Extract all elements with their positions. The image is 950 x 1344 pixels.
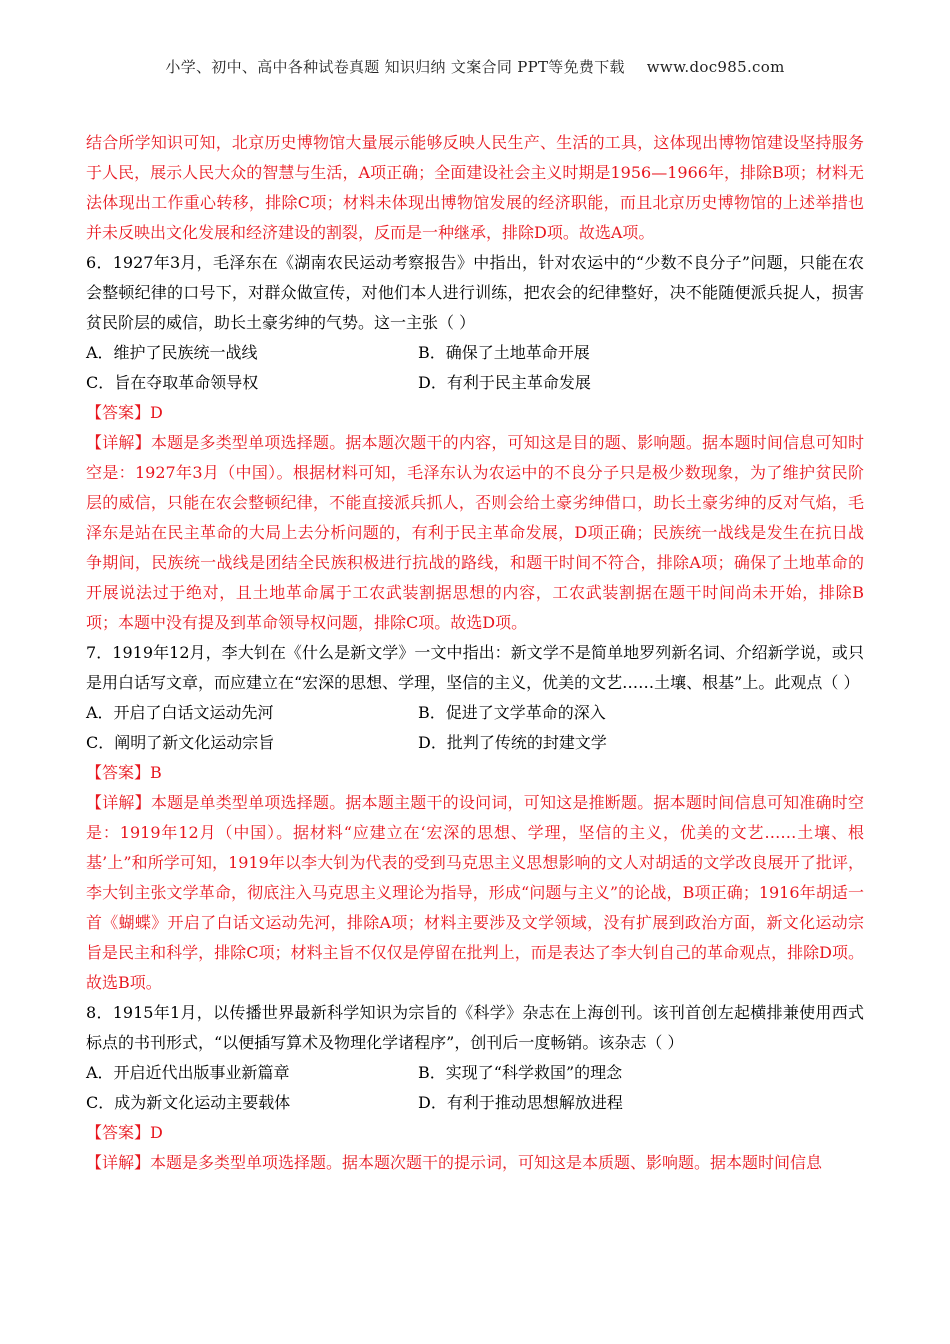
options xyxy=(86,338,864,398)
options xyxy=(86,698,864,758)
question-7 xyxy=(86,638,864,998)
document-content xyxy=(86,128,864,1178)
option-b: B．确保了土地革命开展 xyxy=(418,343,590,362)
question-stem: 6．1927年3月，毛泽东在《湖南农民运动考察报告》中指出，针对农运中的“少数不良分子”问题，只能在农会整顿纪律的口号下，对群众做宣传，对他们本人进行训练，把农会的纪律整好，决不能随便派兵捉人，损害贫民阶层的威信，助长土豪劣绅的气势。这一主张（ ） xyxy=(86,253,864,332)
answer-value: D xyxy=(150,1123,163,1142)
option-a: A．开启了白话文运动先河 xyxy=(86,703,274,722)
question-8 xyxy=(86,998,864,1178)
detail-label: 【详解】 xyxy=(86,433,151,452)
detail-explanation xyxy=(86,1148,864,1178)
page-header xyxy=(0,56,950,77)
answer-value: B xyxy=(150,763,162,782)
answer-value: D xyxy=(150,403,163,422)
q5-explanation-tail: 结合所学知识可知，北京历史博物馆大量展示能够反映人民生产、生活的工具，这体现出博物馆建设坚持服务于人民，展示人民大众的智慧与生活，A项正确；全面建设社会主义时期是1956—1966年，排除B项；材料无法体现出工作重心转移，排除C项；材料未体现出博物馆发展的经济职能，而且北京历史博物馆的上述举措也并未反映出文化发展和经济建设的割裂，反而是一种继承，排除D项。故选A项。 xyxy=(86,133,864,242)
detail-text: 本题是多类型单项选择题。据本题次题干的提示词，可知这是本质题、影响题。据本题时间信息 xyxy=(150,1153,823,1172)
option-b: B．实现了“科学救国”的理念 xyxy=(418,1063,623,1082)
option-c: C．阐明了新文化运动宗旨 xyxy=(86,733,275,752)
detail-text: 本题是单类型单项选择题。据本题主题干的设问词，可知这是推断题。据本题时间信息可知准确时空是：1919年12月（中国）。据材料“应建立在‘宏深的思想、学理，坚信的主义，优美的文艺……土壤、根基’上”和所学可知，1919年以李大钊为代表的受到马克思主义思想影响的文人对胡适的文学改良展开了批评，李大钊主张文学革命，彻底注入马克思主义理论为指导，形成“问题与主义”的论战，B项正确；1916年胡适一首《蝴蝶》开启了白话文运动先河，排除A项；材料主要涉及文学领域，没有扩展到政治方面，新文化运动宗旨是民主和科学，排除C项；材料主旨不仅仅是停留在批判上，而是表达了李大钊自己的革命观点，排除D项。故选B项。 xyxy=(86,793,864,992)
question-6 xyxy=(86,248,864,638)
detail-explanation xyxy=(86,428,864,638)
detail-label: 【详解】 xyxy=(86,793,151,812)
question-stem: 7．1919年12月，李大钊在《什么是新文学》一文中指出：新文学不是简单地罗列新名词、介绍新学说，或只是用白话写文章，而应建立在“宏深的思想、学理，坚信的主义，优美的文艺……土壤、根基”上。此观点（ ） xyxy=(86,643,864,692)
detail-text: 本题是多类型单项选择题。据本题次题干的内容，可知这是目的题、影响题。据本题时间信息可知时空是：1927年3月（中国）。根据材料可知，毛泽东认为农运中的不良分子只是极少数现象，为了维护贫民阶层的威信，只能在农会整顿纪律，不能直接派兵抓人，否则会给土豪劣绅借口，助长土豪劣绅的反对气焰，毛泽东是站在民主革命的大局上去分析问题的，有利于民主革命发展，D项正确；民族统一战线是发生在抗日战争期间，民族统一战线是团结全民族积极进行抗战的路线，和题干时间不符合，排除A项；确保了土地革命的开展说法过于绝对，且土地革命属于工农武装割据思想的内容，工农武装割据在题干时间尚未开始，排除B项；本题中没有提及到革命领导权问题，排除C项。故选D项。 xyxy=(86,433,864,632)
option-c: C．旨在夺取革命领导权 xyxy=(86,373,259,392)
answer-line xyxy=(86,1118,864,1148)
answer-label: 【答案】 xyxy=(86,403,151,422)
option-b: B．促进了文学革命的深入 xyxy=(418,703,606,722)
option-a: A．维护了民族统一战线 xyxy=(86,343,258,362)
option-d: D．有利于推动思想解放进程 xyxy=(418,1093,623,1112)
answer-line xyxy=(86,758,864,788)
header-text: 小学、初中、高中各种试卷真题 知识归纳 文案合同 PPT等免费下载 xyxy=(165,58,625,76)
detail-explanation xyxy=(86,788,864,998)
answer-line xyxy=(86,398,864,428)
option-c: C．成为新文化运动主要载体 xyxy=(86,1093,291,1112)
question-stem: 8．1915年1月，以传播世界最新科学知识为宗旨的《科学》杂志在上海创刊。该刊首创左起横排兼使用西式标点的书刊形式，“以便插写算术及物理化学诸程序”，创刊后一度畅销。该杂志（ ） xyxy=(86,1003,864,1052)
option-d: D．有利于民主革命发展 xyxy=(418,373,591,392)
options xyxy=(86,1058,864,1118)
option-d: D．批判了传统的封建文学 xyxy=(418,733,607,752)
header-site-link[interactable]: www.doc985.com xyxy=(646,58,785,76)
answer-label: 【答案】 xyxy=(86,763,151,782)
detail-label: 【详解】 xyxy=(86,1153,151,1172)
option-a: A．开启近代出版事业新篇章 xyxy=(86,1063,290,1082)
answer-label: 【答案】 xyxy=(86,1123,151,1142)
